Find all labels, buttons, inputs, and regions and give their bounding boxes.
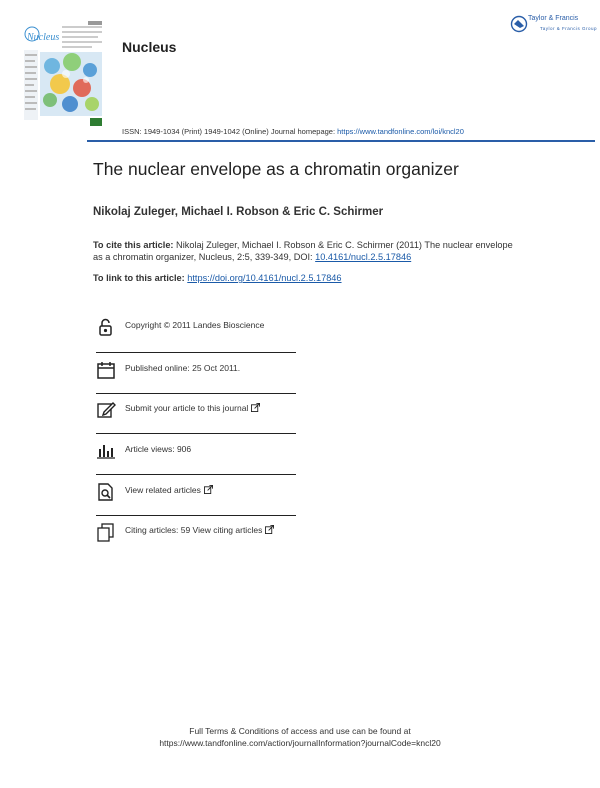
journal-name[interactable]: Nucleus [122,39,177,55]
search-document-icon [96,482,116,502]
copyright-row [96,317,296,341]
submit-article-link[interactable] [125,403,260,413]
cite-label: To cite this article: [93,240,174,250]
citing-row[interactable] [96,522,296,546]
journal-homepage-link[interactable]: https://www.tandfonline.com/loi/kncl20 [337,127,464,136]
footer-terms-text: Full Terms & Conditions of access and use can be found at [189,726,411,736]
edit-icon [96,400,116,420]
views-row [96,441,296,465]
submit-label: Submit your article to this journal [125,403,249,413]
journal-cover-image [22,18,106,128]
info-divider [96,393,296,394]
open-lock-icon [96,317,116,337]
related-articles-link[interactable] [125,485,213,495]
article-views: Article views: 906 [125,444,192,454]
related-row[interactable] [96,482,296,506]
submit-row[interactable] [96,400,296,424]
citing-label: Citing articles: 59 View citing articles [125,525,263,535]
bar-chart-icon [96,441,116,461]
published-row [96,360,296,384]
info-divider [96,352,296,353]
doi-link[interactable]: 10.4161/nucl.2.5.17846 [315,251,412,262]
citation-block [93,240,513,263]
info-divider [96,515,296,516]
citing-documents-icon [96,522,116,542]
info-divider [96,433,296,434]
copyright-text: Copyright © 2011 Landes Bioscience [125,320,265,330]
article-title: The nuclear envelope as a chromatin organizer [93,159,459,179]
issn-line [122,127,464,136]
external-link-icon [251,403,260,412]
article-doi-url[interactable]: https://doi.org/10.4161/nucl.2.5.17846 [187,273,342,283]
citing-articles-link[interactable] [125,525,274,535]
footer-terms-url[interactable]: https://www.tandfonline.com/action/journalInformation?journalCode=kncl20 [159,738,441,748]
link-label: To link to this article: [93,273,188,283]
issn-text: ISSN: 1949-1034 (Print) 1949-1042 (Online) Journal homepage: [122,127,338,136]
related-label: View related articles [125,485,201,495]
header-divider [87,140,595,142]
published-date: Published online: 25 Oct 2011. [125,363,241,373]
cover-title: Nucleus [27,32,60,43]
calendar-icon [96,360,116,380]
info-divider [96,474,296,475]
footer [0,725,600,749]
article-authors: Nikolaj Zuleger, Michael I. Robson & Eric C. Schirmer [93,206,384,218]
external-link-icon [204,485,213,494]
cover-art [22,18,106,128]
external-link-icon [265,525,274,534]
cite-text: Nikolaj Zuleger, Michael I. Robson & Eric C. Schirmer (2011) The nuclear envelope as a chromatin organizer, Nucleus, 2:5, 339-349, DOI: [93,240,513,262]
article-link-line [93,273,342,283]
publisher-name: Taylor & Francis [528,15,579,22]
publisher-group-name: Taylor & Francis Group [540,26,598,31]
